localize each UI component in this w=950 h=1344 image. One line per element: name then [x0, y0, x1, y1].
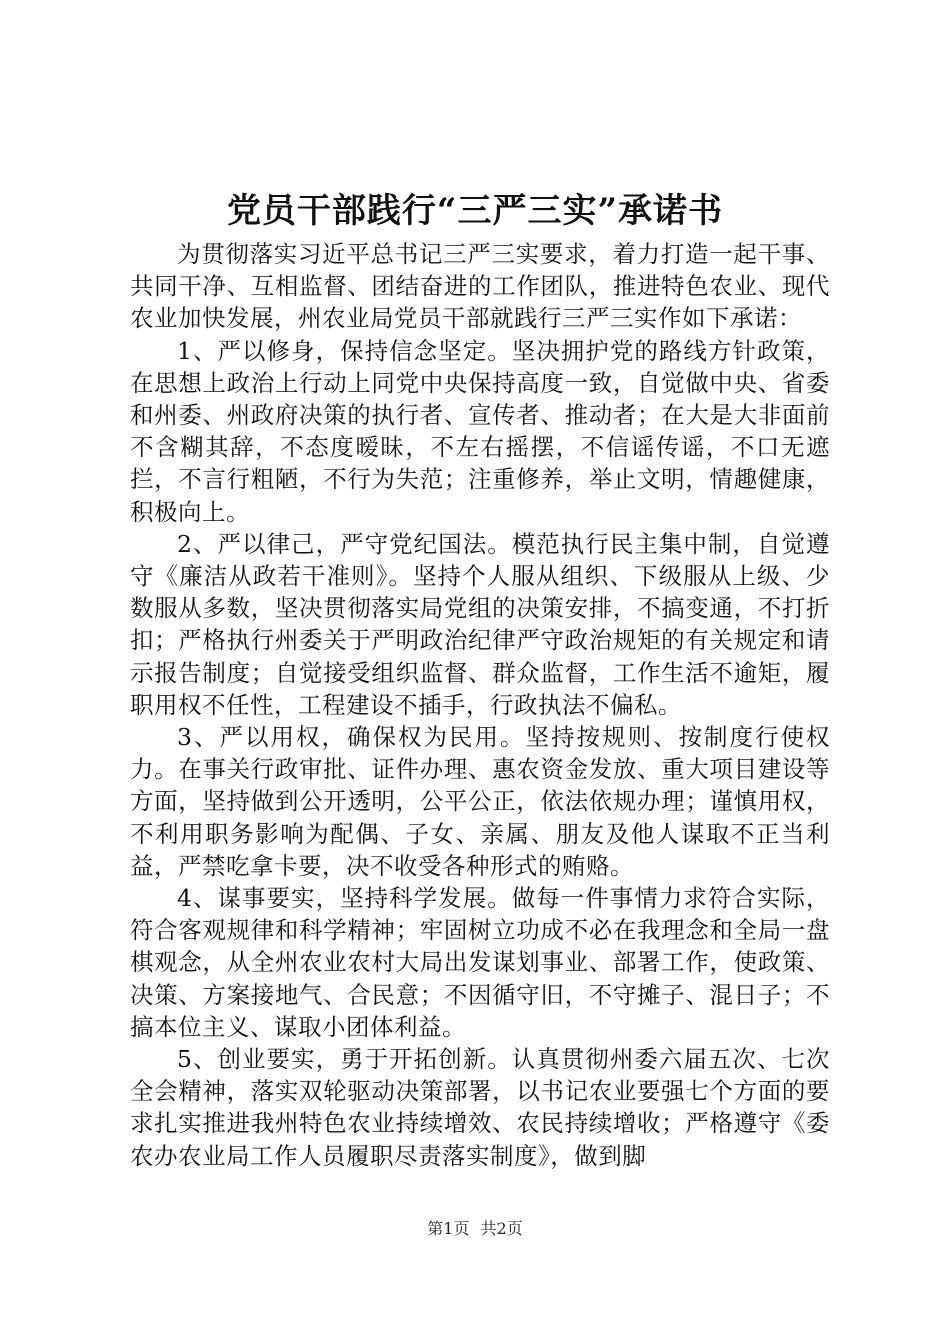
page-number: 第1页 — [427, 1219, 470, 1238]
document-title: 党员干部践行“三严三实”承诺书 — [226, 191, 724, 231]
page-total: 共2页 — [480, 1219, 523, 1238]
intro-paragraph: 为贯彻落实习近平总书记三严三实要求，着力打造一起干事、共同干净、互相监督、团结奋进的工作团队，推进特色农业、现代农业加快发展，州农业局党员干部就践行三严三实作如下承诺： — [130, 240, 830, 333]
commitment-paragraph-4: 4、谋事要实，坚持科学发展。做每一件事情力求符合实际，符合客观规律和科学精神；牢固树立功成不必在我理念和全局一盘棋观念，从全州农业农村大局出发谋划事业、部署工作，使政策、决策、方案接地气、合民意；不因循守旧，不守摊子、混日子；不搞本位主义、谋取小团体利益。 — [130, 884, 830, 1041]
commitment-paragraph-5: 5、创业要实，勇于开拓创新。认真贯彻州委六届五次、七次全会精神，落实双轮驱动决策部署，以书记农业要强七个方面的要求扎实推进我州特色农业持续增效、农民持续增收；严格遵守《委农办农业局工作人员履职尽责落实制度》，做到脚 — [130, 1045, 830, 1170]
commitment-paragraph-1: 1、严以修身，保持信念坚定。坚决拥护党的路线方针政策，在思想上政治上行动上同党中央保持高度一致，自觉做中央、省委和州委、州政府决策的执行者、宣传者、推动者；在大是大非面前不含糊其辞，不态度暧昧，不左右摇摆，不信谣传谣，不口无遮拦，不言行粗陋，不行为失范；注重修养，举止文明，情趣健康，积极向上。 — [130, 336, 830, 526]
document-body — [130, 238, 830, 1172]
page-footer — [0, 1218, 950, 1240]
commitment-paragraph-3: 3、严以用权，确保权为民用。坚持按规则、按制度行使权力。在事关行政审批、证件办理、惠农资金发放、重大项目建设等方面，坚持做到公开透明，公平公正，依法依规办理；谨慎用权，不利用职务影响为配偶、子女、亲属、朋友及他人谋取不正当利益，严禁吃拿卡要，决不收受各种形式的贿赂。 — [130, 723, 830, 880]
commitment-paragraph-2: 2、严以律己，严守党纪国法。模范执行民主集中制，自觉遵守《廉洁从政若干准则》。坚持个人服从组织、下级服从上级、少数服从多数，坚决贯彻落实局党组的决策安排，不搞变通，不打折扣；严格执行州委关于严明政治纪律严守政治规矩的有关规定和请示报告制度；自觉接受组织监督、群众监督，工作生活不逾矩，履职用权不任性，工程建设不插手，行政执法不偏私。 — [130, 529, 830, 719]
